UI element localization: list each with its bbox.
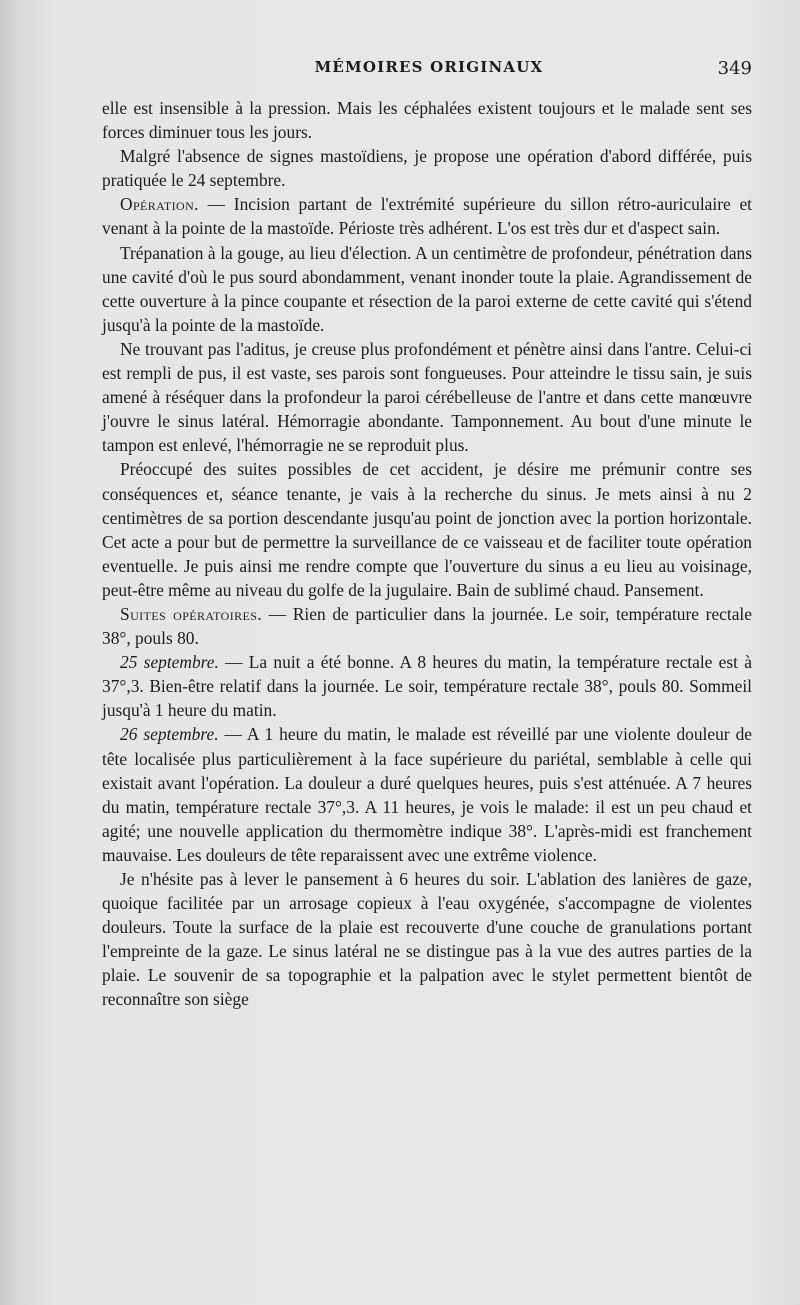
date-26-september: 26 septembre. [120,724,219,745]
paragraph-2: Malgré l'absence de signes mastoïdiens, je propose une opération d'abord différée, puis pratiquée le 24 septembre. [102,146,752,191]
body-text [102,96,752,1012]
paragraph-suites: Suites opératoires. — Rien de particulier dans la journée. Le soir, température rectale 38°, pouls 80. [102,603,752,649]
section-label-suites: Suites opératoires. [120,603,263,624]
paragraph-aditus: Ne trouvant pas l'aditus, je creuse plus profondément et pénètre ainsi dans l'antre. Celui-ci est rempli de pus, il est vaste, ses parois sont fongueuses. Pour atteindre le tissu sain, je suis amené à réséquer dans la profondeur la paroi cérébelleuse de l'antre et dans cette manœuvre j'ouvre le sinus latéral. Hémorragie abondante. Tamponnement. Au bout d'une minute le tampon est enlevé, l'hémorragie ne se reproduit plus. [102,338,752,456]
paragraph-26-september: 26 septembre. — A 1 heure du matin, le malade est réveillé par une violente douleur de tête localisée plus particulièrement à la face supérieure du pariétal, semblable à celle qui existait avant l'opération. La douleur a duré quelques heures, puis s'est atténuée. A 7 heures du matin, température rectale 37°,3. A 11 heures, je vois le malade: il est un peu chaud et agité; une nouvelle application du thermomètre indique 38°. L'après-midi est franchement mauvaise. Les douleurs de tête reparaissent avec une extrême violence. [102,724,752,865]
paragraph-preoccupation: Préoccupé des suites possibles de cet accident, je désire me prémunir contre ses conséquences et, séance tenante, je vais à la recherche du sinus. Je mets ainsi à nu 2 centimètres de sa portion descendante jusqu'au point de jonction avec la portion horizontale. Cet acte a pour but de permettre la surveillance de ce vaisseau et de faciliter toute opération eventuelle. Je puis ainsi me rendre compte que l'ouverture du sinus a eu lieu au voisinage, peut-être même au niveau du golfe de la jugulaire. Bain de sublimé chaud. Pansement. [102,459,752,600]
paragraph-pansement: Je n'hésite pas à lever le pansement à 6 heures du soir. L'ablation des lanières de gaze, quoique facilitée par un arrosage copieux à l'eau oxygénée, s'accompagne de violentes douleurs. Toute la surface de la plaie est recouverte d'une couche de granulations portant l'empreinte de la gaze. Le sinus latéral ne se distingue pas à la vue des autres parties de la plaie. Le souvenir de sa topographie et la palpation avec le stylet permettent bientôt de reconnaître son siège [102,869,752,1010]
paragraph-operation: Opération. — Incision partant de l'extrémité supérieure du sillon rétro-auriculaire et venant à la pointe de la mastoïde. Périoste très adhérent. L'os est très dur et d'aspect sain. [102,194,752,239]
paragraph-25-september: 25 septembre. — La nuit a été bonne. A 8 heures du matin, la température rectale est à 37°,3. Bien-être relatif dans la journée. Le soir, température rectale 38°, pouls 80. Sommeil jusqu'à 1 heure du matin. [102,652,752,721]
running-head: MÉMOIRES ORIGINAUX [314,58,544,76]
date-25-september: 25 septembre. [120,652,219,673]
section-label-operation: Opération. [120,194,199,215]
page-number: 349 [717,58,752,79]
page-header [106,58,752,84]
paragraph-trepanation: Trépanation à la gouge, au lieu d'élection. A un centimètre de profondeur, pénétration dans une cavité d'où le pus sourd abondamment, venant inonder toute la plaie. Agrandissement de cette ouverture à la pince coupante et résection de la paroi externe de cette cavité qui s'étend jusqu'à la pointe de la mastoïde. [102,242,752,335]
paragraph-1: elle est insensible à la pression. Mais les céphalées existent toujours et le malade sent ses forces diminuer tous les jours. [102,98,752,143]
